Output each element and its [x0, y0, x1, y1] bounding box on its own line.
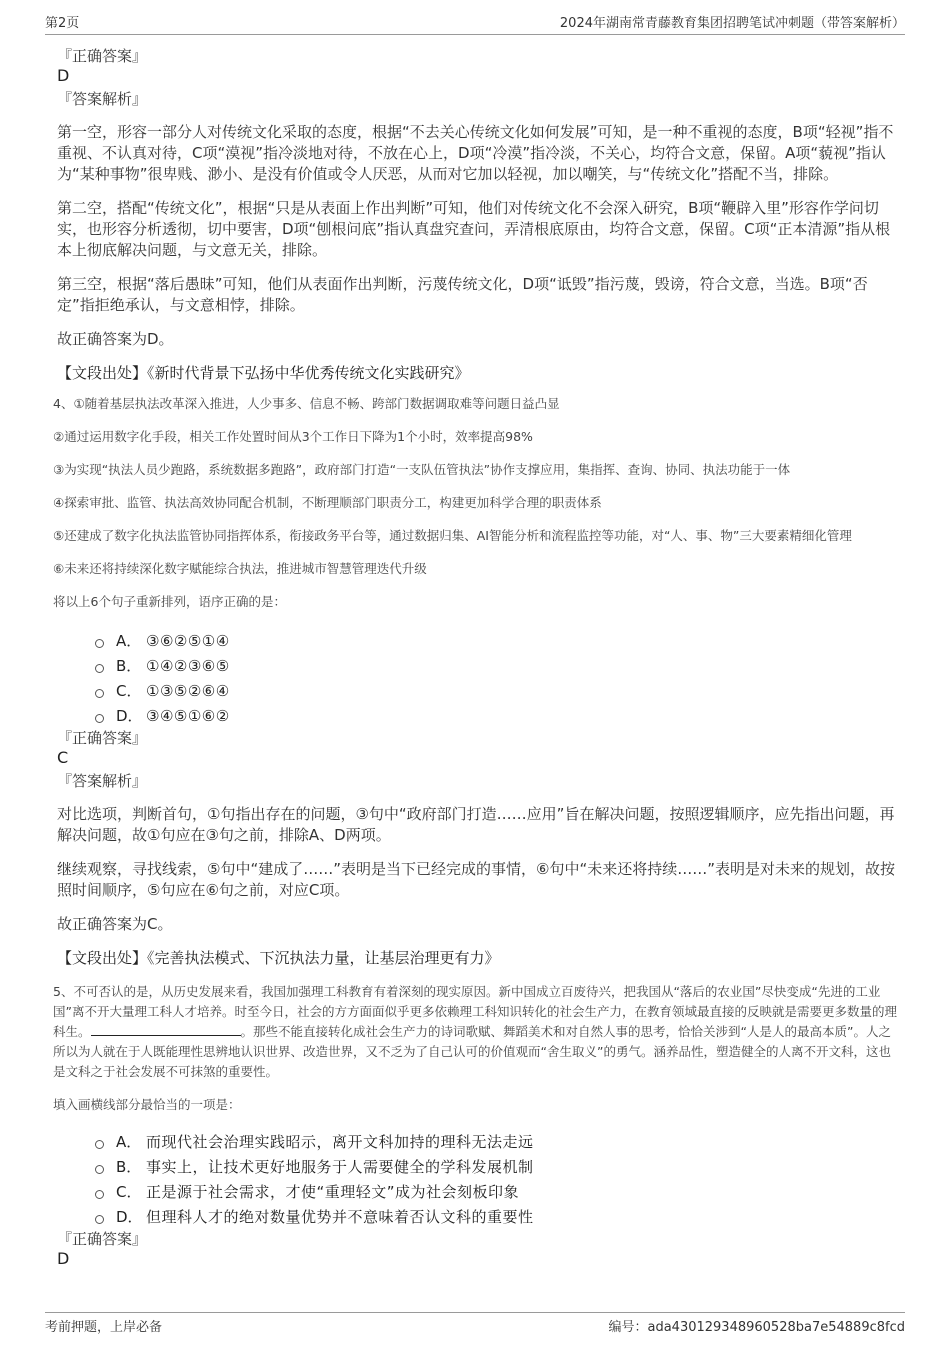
radio-icon[interactable] — [95, 1215, 104, 1224]
option-letter: D． — [116, 707, 143, 725]
analysis-paragraph: 第二空，搭配“传统文化”，根据“只是从表面上作出判断”可知，他们对传统文化不会深入研究，B项“鞭辟入里”形容作学问切实，也形容分析透彻，切中要害，D项“刨根问底”指认真盘究查问，弄清根底原由，均符合文意，保留。C项“正本清源”指从根本上彻底解决问题，与文意无关，排除。 — [57, 199, 891, 259]
option-c[interactable] — [50, 1179, 900, 1204]
option-text: 正是源于社会需求，才使“重理轻文”成为社会刻板印象 — [146, 1183, 520, 1201]
question-prompt: 将以上6个句子重新排列，语序正确的是： — [53, 594, 286, 609]
analysis-label: 『答案解析』 — [57, 772, 148, 790]
radio-icon[interactable] — [95, 639, 104, 648]
radio-icon[interactable] — [95, 689, 104, 698]
option-letter: A． — [116, 632, 142, 650]
question-line: ⑥未来还将持续深化数字赋能综合执法，推进城市智慧管理迭代升级 — [53, 561, 427, 576]
radio-icon[interactable] — [95, 1190, 104, 1199]
answer-value: D — [57, 66, 70, 85]
radio-icon[interactable] — [95, 1140, 104, 1149]
option-letter: D． — [116, 1208, 143, 1226]
radio-icon[interactable] — [95, 714, 104, 723]
option-text: 但理科人才的绝对数量优势并不意味着否认文科的重要性 — [146, 1208, 534, 1226]
page-footer — [45, 1312, 905, 1338]
option-text: ①④②③⑥⑤ — [146, 656, 230, 675]
question-line: ④探索审批、监管、执法高效协同配合机制，不断理顺部门职责分工，构建更加科学合理的职责体系 — [53, 495, 602, 510]
page-number: 第2页 — [45, 16, 80, 31]
option-d[interactable] — [50, 1204, 900, 1229]
analysis-paragraph: 对比选项，判断首句，①句指出存在的问题，③句中“政府部门打造……应用”旨在解决问题，按照逻辑顺序，应先指出问题，再解决问题，故①句应在③句之前，排除A、D两项。 — [57, 805, 895, 844]
option-text: 事实上，让技术更好地服务于人需要健全的学科发展机制 — [146, 1158, 534, 1176]
option-a[interactable] — [50, 1129, 900, 1154]
option-letter: B． — [116, 1158, 142, 1176]
question-line: ⑤还建成了数字化执法监管协同指挥体系，衔接政务平台等，通过数据归集、AI智能分析和流程监控等功能，对“人、事、物”三大要素精细化管理 — [53, 528, 852, 543]
option-letter: B． — [116, 657, 142, 675]
page-header — [45, 12, 905, 35]
document-title: 2024年湖南常青藤教育集团招聘笔试冲刺题（带答案解析） — [559, 16, 905, 31]
analysis-paragraph: 第一空，形容一部分人对传统文化采取的态度，根据“不去关心传统文化如何发展”可知，是一种不重视的态度，B项“轻视”指不重视、不认真对待，C项“漠视”指冷淡地对待，不放在心上，D项“冷漠”指冷淡，不关心，均符合文意，保留。A项“藐视”指认为“某种事物”很卑贱、渺小、是没有价值或令人厌恶，从而对它加以轻视，加以嘲笑，与“传统文化”搭配不当，排除。 — [57, 123, 894, 183]
analysis-label: 『答案解析』 — [57, 90, 148, 108]
correct-answer-label: 『正确答案』 — [57, 729, 148, 747]
source-citation: 【文段出处】《新时代背景下弘扬中华优秀传统文化实践研究》 — [57, 364, 470, 382]
option-b[interactable] — [50, 653, 900, 678]
question-4 — [50, 394, 900, 969]
radio-icon[interactable] — [95, 1165, 104, 1174]
question-text-before: 5、不可否认的是，从历史发展来看，我国加强理工科教育有着深刻的现实原因。新中国成立百废待兴，把我国从“落后的农业国”尽快变成“先进的工业国”离不开大量理工科人才培养。时至今日，社会的方方面面似乎更多依赖理工科知识转化的社会生产力，在教育领域最直接的反映就是需要更多数量的理科生。 — [53, 984, 897, 1039]
analysis-paragraph: 第三空，根据“落后愚昧”可知，他们从表面作出判断，污蔑传统文化，D项“诋毁”指污蔑，毁谤，符合文意，当选。B项“否定”指拒绝承认，与文意相悖，排除。 — [57, 275, 868, 314]
option-c[interactable] — [50, 678, 900, 703]
option-text: 而现代社会治理实践昭示，离开文科加持的理科无法走远 — [146, 1133, 534, 1151]
option-a[interactable] — [50, 628, 900, 653]
option-b[interactable] — [50, 1154, 900, 1179]
footer-slogan: 考前押题，上岸必备 — [45, 1320, 163, 1335]
radio-icon[interactable] — [95, 664, 104, 673]
option-letter: C． — [116, 1183, 142, 1201]
option-d[interactable] — [50, 703, 900, 728]
source-citation: 【文段出处】《完善执法模式、下沉执法力量，让基层治理更有力》 — [57, 949, 500, 967]
question-text — [50, 982, 900, 1082]
question-5 — [50, 982, 900, 1269]
option-letter: C． — [116, 682, 142, 700]
analysis-paragraph: 继续观察，寻找线索，⑤句中“建成了……”表明是当下已经完成的事情，⑥句中“未来还将持续……”表明是对未来的规划，故按照时间顺序，⑤句应在⑥句之前，对应C项。 — [57, 860, 895, 899]
question-text-after: 。那些不能直接转化成社会生产力的诗词歌赋、舞蹈美术和对自然人事的思考，恰恰关涉到“人是人的最高本质”。人之所以为人就在于人既能理性思辨地认识世界、改造世界，又不乏为了自己认可的价值观而“舍生取义”的勇气。涵养品性，塑造健全的人离不开文科，这也是文科之于社会发展不可抹煞的重要性。 — [53, 1024, 891, 1079]
option-letter: A． — [116, 1133, 142, 1151]
document-id: 编号：ada430129348960528ba7e54889c8fcd — [608, 1320, 905, 1335]
analysis-conclusion: 故正确答案为D。 — [57, 330, 174, 348]
option-text: ③④⑤①⑥② — [146, 706, 230, 725]
question-prompt: 填入画横线部分最恰当的一项是： — [53, 1097, 241, 1112]
options-list — [50, 1129, 900, 1229]
options-list — [50, 628, 900, 728]
fill-blank — [91, 1023, 241, 1036]
question-line: 4、①随着基层执法改革深入推进，人少事多、信息不畅、跨部门数据调取难等问题日益凸显 — [53, 396, 560, 411]
analysis-conclusion: 故正确答案为C。 — [57, 915, 173, 933]
main-content — [50, 46, 900, 1269]
option-text: ③⑥②⑤①④ — [146, 631, 230, 650]
answer-value: D — [57, 1249, 70, 1268]
answer-value: C — [57, 748, 69, 767]
correct-answer-label: 『正确答案』 — [57, 47, 148, 65]
question-line: ②通过运用数字化手段，相关工作处置时间从3个工作日下降为1个小时，效率提高98% — [53, 429, 533, 444]
correct-answer-label: 『正确答案』 — [57, 1230, 148, 1248]
option-text: ①③⑤②⑥④ — [146, 681, 230, 700]
question-line: ③为实现“执法人员少跑路，系统数据多跑路”，政府部门打造“一支队伍管执法”协作支撑应用，集指挥、查询、协同、执法功能于一体 — [53, 462, 791, 477]
